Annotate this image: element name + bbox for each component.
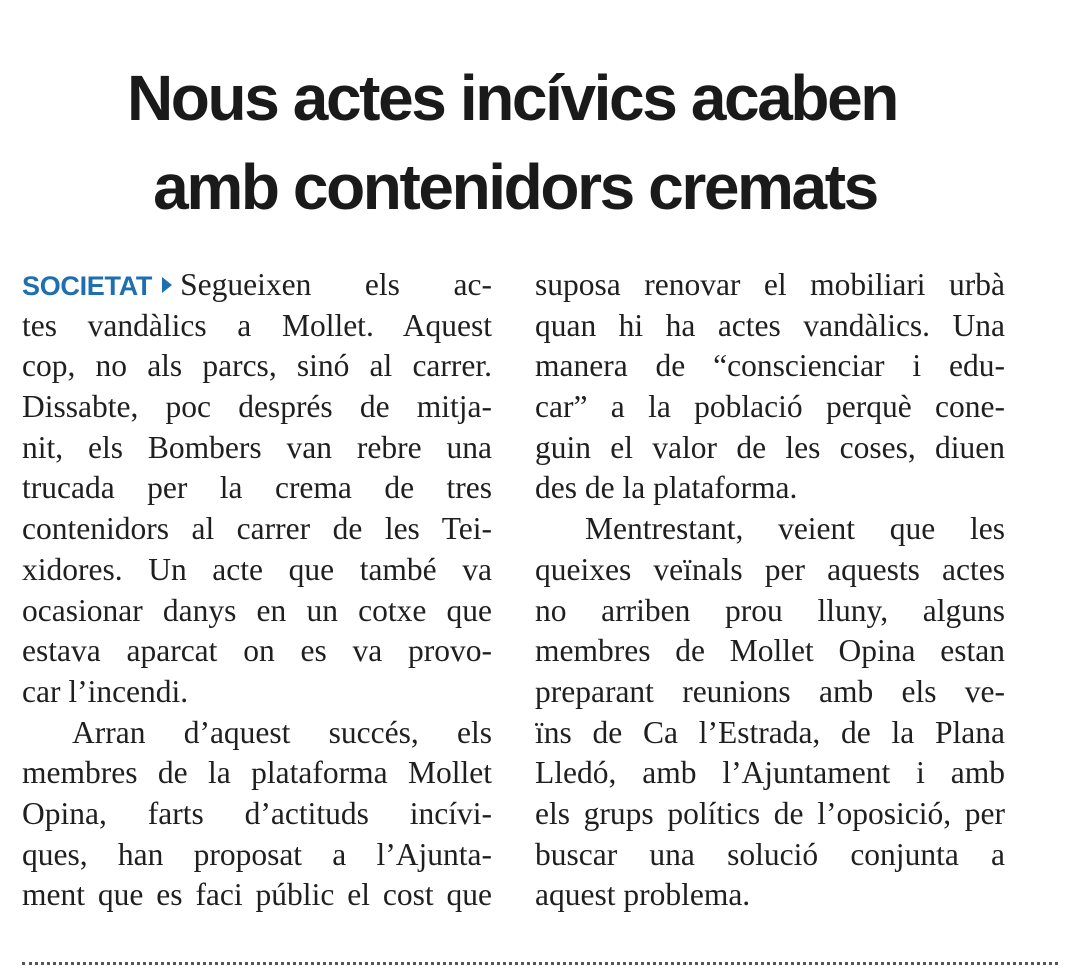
body-line: contenidors al carrer de les Tei- <box>22 511 492 547</box>
dotted-divider <box>22 962 1058 965</box>
headline-line-1: Nous actes incívics acaben <box>126 62 897 134</box>
body-line: xidores. Un acte que també va <box>22 551 492 587</box>
body-line: ïns de Ca l’Estrada, de la Plana <box>535 714 1005 750</box>
body-line: trucada per la crema de tres <box>22 470 492 506</box>
body-line: car” a la població perquè cone- <box>535 389 1005 425</box>
body-line: nit, els Bombers van rebre una <box>22 429 492 465</box>
body-line: preparant reunions amb els ve- <box>535 673 1005 709</box>
article-column-right <box>535 265 1005 916</box>
body-line-text: Segueixen els ac- <box>180 267 492 302</box>
body-line: Lledó, amb l’Ajuntament i amb <box>535 755 1005 791</box>
body-line: suposa renovar el mobiliari urbà <box>535 267 1005 302</box>
body-line: buscar una solució conjunta a <box>535 836 1005 872</box>
body-line: Mentrestant, veient que les <box>585 511 1005 547</box>
body-line: estava aparcat on es va provo- <box>22 633 492 669</box>
body-line: ques, han proposat a l’Ajunta- <box>22 836 492 872</box>
article-column-left <box>22 265 492 916</box>
body-line: ment que es faci públic el cost que <box>22 877 492 913</box>
section-tag: SOCIETAT <box>22 271 153 301</box>
body-line: Opina, farts d’actituds incívi- <box>22 795 492 831</box>
body-line <box>22 265 492 306</box>
body-line: no arriben prou lluny, alguns <box>535 592 1005 628</box>
body-line: des de la plataforma. <box>535 470 798 506</box>
body-line: Dissabte, poc després de mitja- <box>22 389 492 425</box>
headline-line-2: amb contenidors cremats <box>153 151 877 223</box>
body-line: membres de Mollet Opina estan <box>535 633 1005 669</box>
body-line: quan hi ha actes vandàlics. Una <box>535 307 1005 343</box>
body-line: aquest problema. <box>535 877 751 913</box>
body-line: Arran d’aquest succés, els <box>72 714 492 750</box>
body-line: car l’incendi. <box>22 673 189 709</box>
body-line: manera de “conscienciar i edu- <box>535 348 1005 384</box>
body-line: queixes veïnals per aquests actes <box>535 551 1005 587</box>
body-line: cop, no als parcs, sinó al carrer. <box>22 348 492 384</box>
arrow-right-icon <box>162 277 172 293</box>
body-line: els grups polítics de l’oposició, per <box>535 795 1005 831</box>
body-line: membres de la plataforma Mollet <box>22 755 492 791</box>
body-line: ocasionar danys en un cotxe que <box>22 592 492 628</box>
body-line: guin el valor de les coses, diuen <box>535 429 1005 465</box>
body-line: tes vandàlics a Mollet. Aquest <box>22 307 492 343</box>
